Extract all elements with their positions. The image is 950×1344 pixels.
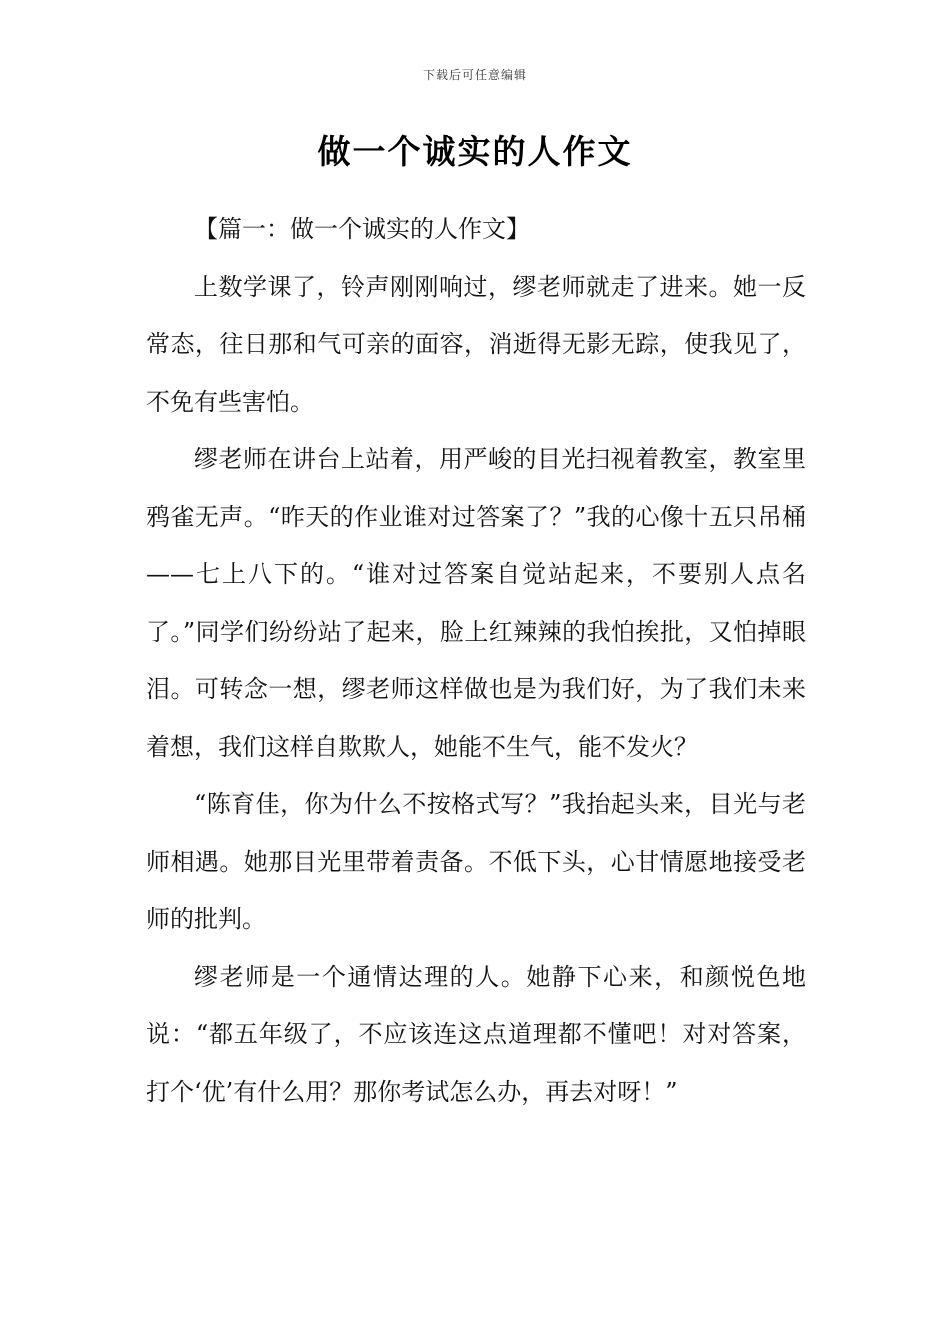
document-body: [146, 201, 806, 1121]
section-heading: 【篇一：做一个诚实的人作文】: [194, 215, 530, 243]
paragraph-3: “陈育佳，你为什么不按格式写？”我抬起头来，目光与老师相遇。她那目光里带着责备。不低下头，心甘情愿地接受老师的批判。: [146, 790, 806, 933]
paragraph-1: 上数学课了，铃声刚刚响过，缪老师就走了进来。她一反常态，往日那和气可亲的面容，消逝得无影无踪，使我见了，不免有些害怕。: [146, 272, 806, 416]
paragraph-4: 缪老师是一个通情达理的人。她静下心来，和颜悦色地说：“都五年级了，不应该连这点道理都不懂吧！对对答案，打个‘优’有什么用？那你考试怎么办，再去对呀！”: [146, 962, 806, 1106]
paragraph-2: 缪老师在讲台上站着，用严峻的目光扫视着教室，教室里鸦雀无声。“昨天的作业谁对过答案了？”我的心像十五只吊桶——七上八下的。“谁对过答案自觉站起来，不要别人点名了。”同学们纷纷站了起来，脸上红辣辣的我怕挨批，又怕掉眼泪。可转念一想，缪老师这样做也是为我们好，为了我们未来着想，我们这样自欺欺人，她能不生气，能不发火？: [146, 445, 806, 761]
document-title: 做一个诚实的人作文: [317, 132, 633, 171]
header-note: 下载后可任意编辑: [422, 68, 527, 82]
